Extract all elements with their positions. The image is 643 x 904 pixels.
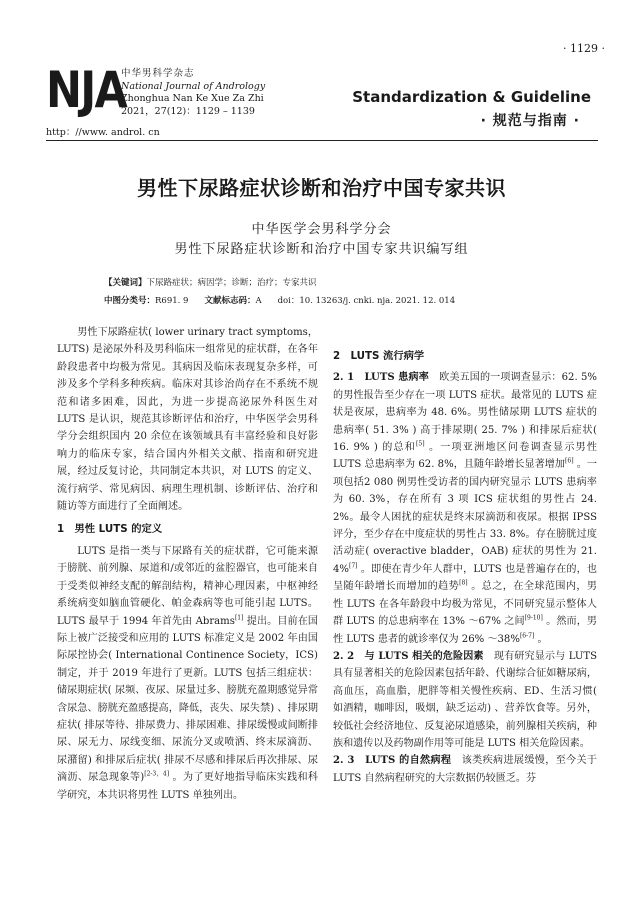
clc-label: 中图分类号： xyxy=(104,296,156,306)
section-title-cn: · 规范与指南 · xyxy=(480,113,580,129)
doc-code-label: 文献标志码： xyxy=(204,296,256,306)
section-1-paragraph: LUTS 是指一类与下尿路有关的症状群，它可能来源于膀胱、前列腺、尿道和/或邻近的盆腔器官，也可能来自于受类似神经支配的解剖结构，精神心理因素，中枢神经系统病变如脑血管硬化、帕金森病等也可能引起 LUTS。LUTS 最早于 1994 年首先由 Abrams[1] 提出。目前在国际上被广泛接受和应用的 LUTS 标准定义是 2002 年由国际尿控协会( International Continence Society，ICS) 制定，并于 2019 年进行了更新。LUTS 包括三组症状：储尿期症状( 尿频、夜尿、尿量过多、膀胱充盈期感觉异常含尿急、膀胱充盈感提高，降低，丧失、尿失禁) 、排尿期症状( 排尿等待、排尿费力、排尿困难、排尿缓慢或间断排尿、尿无力、尿线变细、尿流分叉或喷洒、终末尿滴沥、尿潴留) 和排尿后症状( 排尿不尽感和排尿后再次排尿、尿滴沥、尿急现象等)[2-3，4] 。为了更好地指导临床实践和科学研究，本共识将男性 LUTS 单独列出。 xyxy=(57,545,319,801)
citation[interactable]: [6-7] xyxy=(519,632,535,640)
author-org: 中华医学会男科学分会 xyxy=(251,222,392,237)
keywords-line xyxy=(104,277,317,289)
subsection-2-3-title: 2. 3 LUTS 的自然病程 xyxy=(333,755,452,767)
subsection-2-2-title: 2. 2 与 LUTS 相关的危险因素 xyxy=(333,650,484,662)
journal-cn-name: 中华男科学杂志 xyxy=(121,68,195,79)
article-title: 男性下尿路症状诊断和治疗中国专家共识 xyxy=(137,176,506,200)
citation[interactable]: [7] xyxy=(349,562,358,570)
section-title-en: Standardization & Guideline xyxy=(352,88,591,106)
citation[interactable]: [5] xyxy=(416,440,425,448)
left-column xyxy=(57,324,318,804)
journal-url[interactable]: http：//www. androl. cn xyxy=(46,127,160,138)
intro-paragraph: 男性下尿路症状( lower urinary tract symptoms，LUTS) 是泌尿外科及男科临床一组常见的症状群，在各年龄段患者中均极为常见。其病因及临床表现复杂多样，可涉及多个学科多种疾病。临床对其诊治尚存在不系统不规范和诸多困难，因此，为进一步提高泌尿外科医生对 LUTS 是认识，规范其诊断评估和治疗，中华医学会男科学分会组织国内 20 余位在该领域具有丰富经验和良好影响力的临床专家，结合国内外相关文献、指南和研究进展，经过反复讨论，共同制定本共识，对 LUTS 的定义、流行病学、常见病因、病理生理机制、诊断评估、治疗和随访等方面进行了全面阐述。 xyxy=(57,327,318,513)
subsection-2-1-title: 2. 1 LUTS 患病率 xyxy=(333,372,429,384)
right-column xyxy=(333,340,597,787)
header-rule xyxy=(46,140,598,141)
section-1-heading: 1 男性 LUTS 的定义 xyxy=(57,523,163,536)
journal-en-name: National Journal of Andrology xyxy=(121,80,266,92)
journal-issue: 2021，27(12)：1129 – 1139 xyxy=(121,105,255,117)
keywords: 下尿路症状；病因学；诊断；治疗；专家共识 xyxy=(146,278,317,288)
section-2-1-paragraph: 2. 1 LUTS 患病率 欧美五国的一项调查显示：62. 5% 的男性报告至少存在一项 LUTS 症状。最常见的 LUTS 症状是夜尿，患病率为 48. 6%。男性储尿期 LUTS 症状的患病率( 51. 3% ) 高于排尿期( 25. 7% ) 和排尿后症状( 16. 9% ) 的总和[5] 。一项亚洲地区问卷调查显示男性 LUTS 总患病率为 62. 8%，且随年龄增长显著增加[6] 。一项包括2 080 例男性受访者的国内研究显示 LUTS 患病率为 60. 3%，存在所有 3 项 ICS 症状组的男性占 24. 2%。最令人困扰的症状是终末尿滴沥和夜尿。根据 IPSS 评分，至少存在中度症状的男性占 33. 8%。存在膀胱过度活动症( overactive bladder，OAB) 症状的男性为 21. 4%[7] 。即使在青少年人群中，LUTS 也是普遍存在的，也呈随年龄增长而增加的趋势[8] 。总之，在全球范围内，男性 LUTS 在各年龄段中均极为常见，不同研究显示整体人群 LUTS 的总患病率在 13% ～67% 之间[9-10] 。然而，男性 LUTS 患者的就诊率仅为 26% ～38%[6-7] 。 xyxy=(333,372,598,645)
citation[interactable]: [8] xyxy=(459,579,468,587)
journal-pinyin: Zhonghua Nan Ke Xue Za Zhi xyxy=(121,93,264,104)
citation[interactable]: [1] xyxy=(234,614,244,622)
page-number: · 1129 · xyxy=(563,42,605,55)
journal-info xyxy=(121,68,265,118)
citation[interactable]: [6] xyxy=(565,458,574,466)
doi: doi：10. 13263/j. cnki. nja. 2021. 12. 014 xyxy=(277,296,456,306)
author-group: 男性下尿路症状诊断和治疗中国专家共识编写组 xyxy=(174,242,469,257)
section-2-2-paragraph: 2. 2 与 LUTS 相关的危险因素 现有研究显示与 LUTS 具有显著相关的危险因素包括年龄、代谢综合征如糖尿病，高血压，高血脂，肥胖等相关慢性疾病、ED、生活习惯( 如酒精，咖啡因，吸烟，缺乏运动) 、营养饮食等。另外，较低社会经济地位、反复泌尿道感染，前列腺相关疾病，种族和遗传以及药物副作用等可能是 LUTS 相关危险因素。 xyxy=(333,650,597,749)
section-2-heading: 2 LUTS 流行病学 xyxy=(333,350,425,362)
journal-logo: NJA xyxy=(46,61,127,119)
section-2-3-paragraph: 2. 3 LUTS 的自然病程 该类疾病进展缓慢，至今关于 LUTS 自然病程研究的大宗数据仍较匮乏。芬 xyxy=(333,755,597,784)
citation[interactable]: [2-3，4] xyxy=(144,770,170,778)
citation[interactable]: [9-10] xyxy=(524,614,543,622)
clc-code: R691. 9 xyxy=(155,296,189,306)
classification-line xyxy=(104,295,455,307)
keywords-label: 【关键词】 xyxy=(104,278,147,288)
doc-code: A xyxy=(255,296,262,306)
